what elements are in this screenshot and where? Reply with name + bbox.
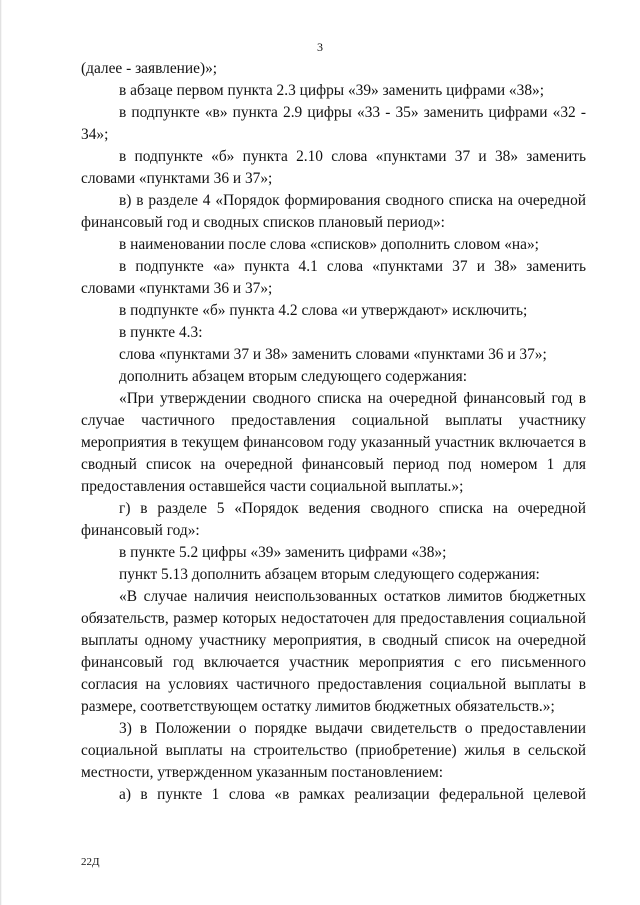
paragraph-section-4-title: в наименовании после слова «списков» дополнить словом «на»; xyxy=(119,236,539,253)
paragraph-item-4-3-add: дополнить абзацем вторым следующего содержания: xyxy=(119,368,468,385)
paragraph-item-4-1: в подпункте «а» пункта 4.1 слова «пунктами 37 и 38» заменить словами «пунктами 36 и 37»; xyxy=(81,258,586,297)
document-code: 22Д xyxy=(81,856,100,868)
paragraph-item-3-a: а) в пункте 1 слова «в рамках реализации федеральной целевой xyxy=(119,786,586,803)
paragraph-quote-5-13: «В случае наличия неиспользованных остатков лимитов бюджетных обязательств, размер которых недостаточен для предоставления социальной выплаты одному участнику мероприятия, в сводный список на очередной финансовый год включается участник мероприятия с его письменного согласия на условиях частичного предоставления социальной выплаты в размере, соответствующем остатку лимитов бюджетных обязательств.»; xyxy=(81,588,586,715)
paragraph-continuation: (далее - заявление)»; xyxy=(81,60,218,77)
document-body xyxy=(81,58,586,806)
paragraph-item-4-2: в подпункте «б» пункта 4.2 слова «и утверждают» исключить; xyxy=(119,302,528,319)
paragraph-item-5-2: в пункте 5.2 цифры «39» заменить цифрами «38»; xyxy=(119,544,447,561)
paragraph-item-4-3-words: слова «пунктами 37 и 38» заменить словами «пунктами 36 и 37»; xyxy=(119,346,547,363)
paragraph-item-2-10: в подпункте «б» пункта 2.10 слова «пунктами 37 и 38» заменить словами «пунктами 36 и 37»; xyxy=(81,148,586,187)
paragraph-quote-4-3: «При утверждении сводного списка на очередной финансовый год в случае частичного предоставления социальной выплаты участнику мероприятия в текущем финансовом году указанный участник включается в сводный список на очередной финансовый период под номером 1 для предоставления оставшейся части социальной выплаты.»; xyxy=(81,390,586,495)
paragraph-item-3: 3) в Положении о порядке выдачи свидетельств о предоставлении социальной выплаты на строительство (приобретение) жилья в сельской местности, утвержденном указанным постановлением: xyxy=(81,720,586,781)
paragraph-item-5-13: пункт 5.13 дополнить абзацем вторым следующего содержания: xyxy=(119,566,540,583)
paragraph-item-2-9: в подпункте «в» пункта 2.9 цифры «33 - 35» заменить цифрами «32 - 34»; xyxy=(81,104,586,143)
paragraph-section-4: в) в разделе 4 «Порядок формирования сводного списка на очередной финансовый год и сводных списков плановый период»: xyxy=(81,192,586,231)
page-number: 3 xyxy=(317,40,323,54)
scan-edge-shadow xyxy=(0,0,2,905)
paragraph-item-4-3: в пункте 4.3: xyxy=(119,324,203,341)
paragraph-item-2-3: в абзаце первом пункта 2.3 цифры «39» заменить цифрами «38»; xyxy=(119,82,544,99)
paragraph-section-5: г) в разделе 5 «Порядок ведения сводного списка на очередной финансовый год»: xyxy=(81,500,586,539)
